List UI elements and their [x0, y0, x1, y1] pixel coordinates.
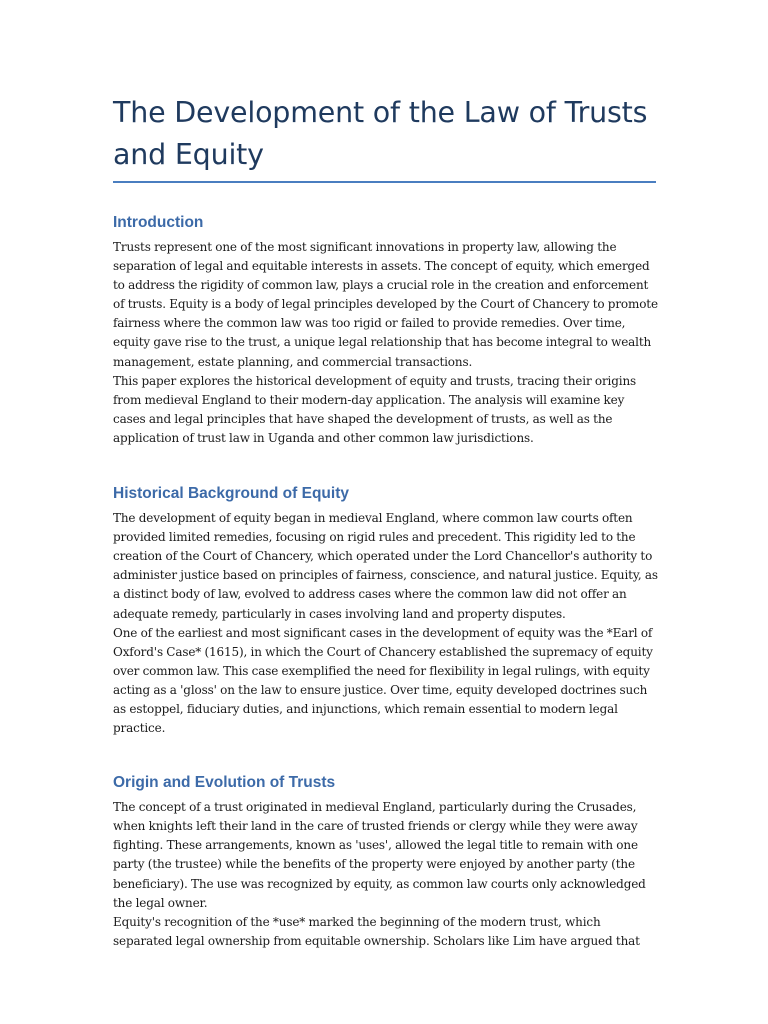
section-origin-of-trusts: [113, 773, 658, 951]
section-heading: Introduction: [113, 214, 204, 231]
paragraph: Trusts represent one of the most significant innovations in property law, allowing the separation of legal and equitable interests in assets. The concept of equity, which emerged to address the rigidity of common law, plays a crucial role in the creation and enforcement of trusts. Equity is a body of legal principles developed by the Court of Chancery to promote fairness where the common law was too rigid or failed to provide remedies. Over time, equity gave rise to the trust, a unique legal relationship that has become integral to wealth management, estate planning, and commercial transactions.: [113, 240, 658, 369]
document-title: The Development of the Law of Trusts and Equity: [113, 96, 648, 171]
document-body: [113, 92, 658, 951]
section-introduction: [113, 213, 658, 448]
paragraph: Equity's recognition of the *use* marked the beginning of the modern trust, which separated legal ownership from equitable ownership. Scholars like Lim have argued that: [113, 914, 640, 948]
paragraph: The development of equity began in medieval England, where common law courts often provided limited remedies, focusing on rigid rules and precedent. This rigidity led to the creation of the Court of Chancery, which operated under the Lord Chancellor's authority to administer justice based on principles of fairness, conscience, and natural justice. Equity, as a distinct body of law, evolved to address cases where the common law did not offer an adequate remedy, particularly in cases involving land and property disputes.: [113, 511, 658, 621]
paragraph: The concept of a trust originated in medieval England, particularly during the Crusades, when knights left their land in the care of trusted friends or clergy while they were away fighting. These arrangements, known as 'uses', allowed the legal title to remain with one party (the trustee) while the benefits of the property were enjoyed by another party (the beneficiary). The use was recognized by equity, as common law courts only acknowledged the legal owner.: [113, 800, 646, 910]
section-heading: Origin and Evolution of Trusts: [113, 774, 336, 792]
title-underline: [113, 181, 656, 183]
paragraph: This paper explores the historical development of equity and trusts, tracing their origins from medieval England to their modern-day application. The analysis will examine key cases and legal principles that have shaped the development of trusts, as well as the application of trust law in Uganda and other common law jurisdictions.: [113, 373, 637, 445]
section-heading: Historical Background of Equity: [113, 485, 349, 503]
paragraph: One of the earliest and most significant cases in the development of equity was the *Earl of Oxford's Case* (1615), in which the Court of Chancery established the supremacy of equity over common law. This case exemplified the need for flexibility in legal rulings, with equity acting as a 'gloss' on the law to ensure justice. Over time, equity developed doctrines such as estoppel, fiduciary duties, and injunctions, which remain essential to modern legal practice.: [113, 625, 653, 736]
section-historical-background: [113, 484, 658, 738]
